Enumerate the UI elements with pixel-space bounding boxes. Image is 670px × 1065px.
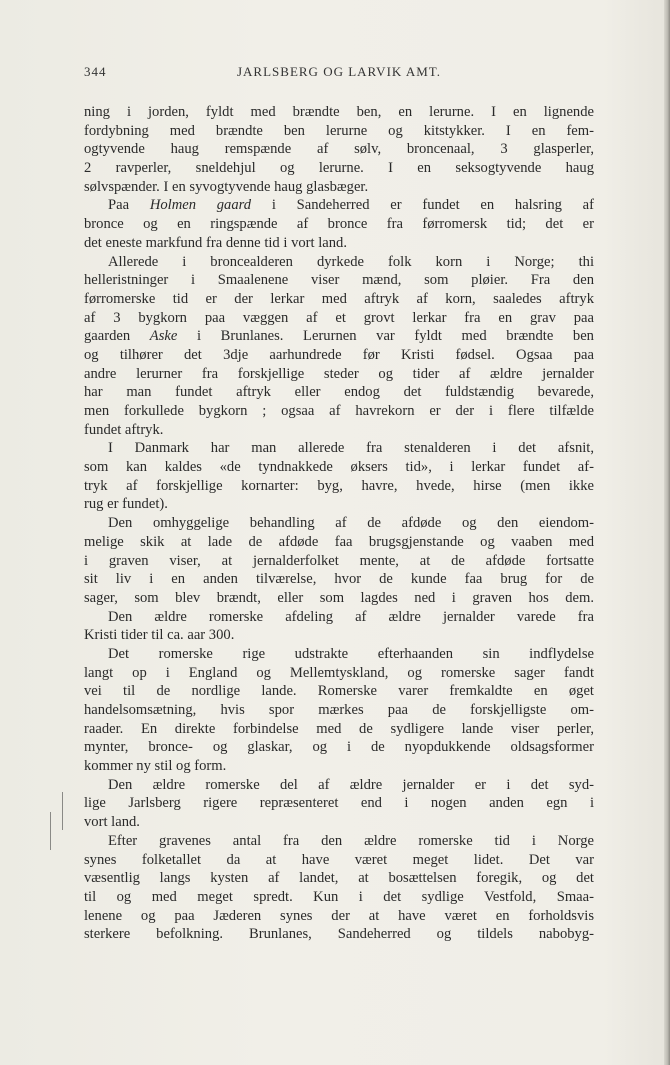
text-line: til og med meget spredt. Kun i det sydlige Vestfold, Smaa- (84, 888, 594, 905)
text-line: sit liv i en anden tilværelse, hvor de kunde faa brug for de (84, 571, 594, 588)
text-line: handelsomsætning, hvis spor mærkes paa de forskjelligste om- (84, 702, 594, 718)
text-line: lenene og paa Jæderen synes der at have været en forholdsvis (84, 907, 594, 924)
text-line: tryk af forskjellige kornarter: byg, havre, hvede, hirse (men ikke (84, 477, 594, 494)
text-line: ogtyvende haug remspænde af sølv, broncenaal, 3 glasperler, (84, 141, 594, 158)
text-line: ning i jorden, fyldt med brændte ben, en lerurne. I en lignende (84, 104, 594, 120)
body-text (84, 103, 594, 944)
text-line: andre lerurner fra forskjellige steder og tider af ældre jernalder (84, 365, 594, 382)
text-line: sterkere befolkning. Brunlanes, Sandeherred og tildels nabobyg- (84, 926, 594, 943)
italic-term: Aske (149, 328, 178, 345)
text-line: Paa Holmen gaard i Sandeherred er fundet en halsring af (108, 197, 594, 214)
text-line: har man fundet aftryk eller endog det fuldstændig bevarede, (84, 384, 594, 401)
margin-mark (50, 812, 51, 850)
text-line: helleristninger i Smaalenene viser mænd, som pløier. Fra den (84, 272, 594, 289)
text-line: det eneste markfund fra denne tid i vort land. (84, 234, 348, 251)
text-line: Allerede i broncealderen dyrkede folk korn i Norge; thi (108, 253, 594, 270)
text-line: Efter gravenes antal fra den ældre romerske tid i Norge (108, 832, 594, 849)
text-line: fundet aftryk. (84, 421, 164, 438)
text-line: sølvspænder. I en syvogtyvende haug glasbæger. (84, 178, 369, 195)
text-line: væsentlig langs kysten af landet, at bosættelsen foregik, og det (84, 870, 594, 887)
text-line: fordybning med brændte ben lerurne og kitstykker. I en fem- (84, 122, 594, 139)
text-line: I Danmark har man allerede fra stenalderen i det afsnit, (108, 440, 594, 457)
text-line: 2 ravperler, sneldehjul og lerurne. I en seksogtyvende haug (84, 160, 594, 177)
text-line: rug er fundet). (84, 496, 168, 513)
italic-term: Holmen gaard (149, 197, 252, 214)
text-line: Den ældre romerske afdeling af ældre jernalder varede fra (108, 608, 594, 625)
text-line: men forkullede bygkorn ; ogsaa af havrekorn er der i flere tilfælde (84, 403, 594, 419)
page-edge-shadow (664, 0, 670, 1065)
text-line: af 3 bygkorn paa væggen af et grovt lerkar fra en grav paa (84, 309, 594, 326)
text-line: synes folketallet da at have været meget lidet. Det var (84, 851, 594, 868)
text-line: Kristi tider til ca. aar 300. (84, 627, 235, 644)
text-line: langt op i England og Mellemtyskland, og romerske sager fandt (84, 664, 594, 681)
text-line: raader. En direkte forbindelse med de sydligere lande viser perler, (84, 720, 594, 737)
text-line: vei til de nordlige lande. Romerske varer fremkaldte en øget (84, 683, 594, 700)
text-line: og tilhører det 3dje aarhundrede før Kristi fødsel. Ogsaa paa (84, 346, 594, 363)
page-header (84, 64, 594, 84)
text-line: gaarden Aske i Brunlanes. Lerurnen var fyldt med brændte ben (84, 328, 594, 345)
margin-mark (62, 792, 63, 830)
text-line: kommer ny stil og form. (84, 758, 227, 775)
text-line: melige skik at lade de afdøde faa brugsgjenstande og vaaben med (84, 533, 594, 550)
text-line: vort land. (84, 814, 140, 831)
text-line: sager, som blev brændt, eller som lagdes ned i graven hos dem. (84, 589, 594, 606)
page-number: 344 (84, 64, 107, 79)
text-line: Den omhyggelige behandling af de afdøde og den eiendom- (108, 515, 594, 532)
text-line: Det romerske rige udstrakte efterhaanden sin indflydelse (108, 645, 594, 662)
text-line: førromerske tid er der lerkar med aftryk af korn, saaledes aftryk (84, 290, 594, 307)
text-line: lige Jarlsberg rigere repræsenteret end i nogen anden egn i (84, 795, 594, 812)
text-line: mynter, bronce- og glaskar, og i de nyopdukkende oldsagsformer (84, 739, 594, 756)
text-line: som kan kaldes «de tyndnakkede øksers tid», i lerkar fundet af- (84, 459, 594, 476)
text-line: i graven viser, at jernalderfolket mente, at de afdøde fortsatte (84, 552, 594, 569)
running-title: JARLSBERG OG LARVIK AMT. (236, 64, 441, 79)
text-line: Den ældre romerske del af ældre jernalder er i det syd- (108, 776, 594, 793)
text-line: bronce og en ringspænde af bronce fra førromersk tid; det er (84, 216, 594, 233)
